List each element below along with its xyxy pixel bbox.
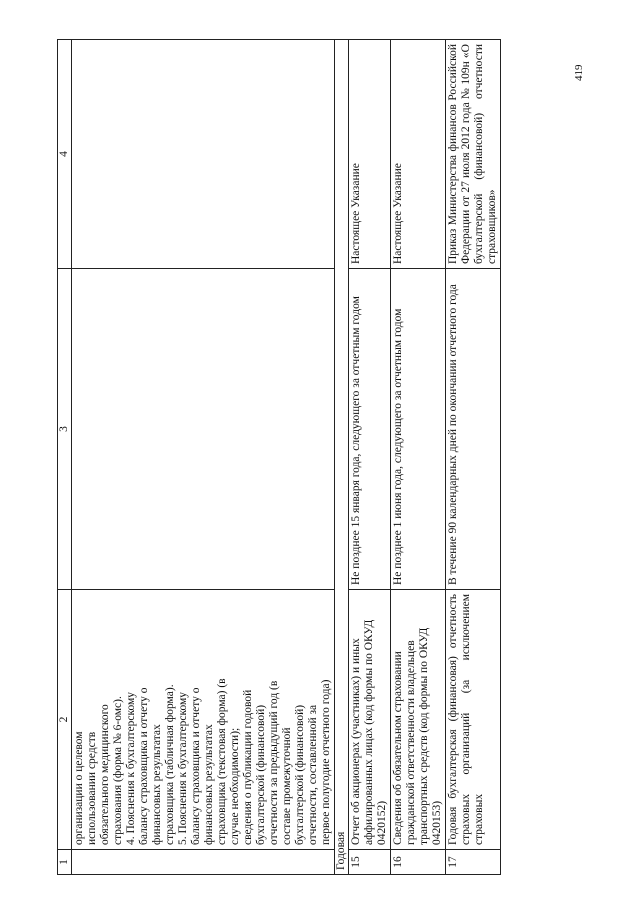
text-line: финансовых результатах <box>203 724 215 845</box>
text-line: обязательного медицинского <box>99 704 111 845</box>
report-name: Годовая бухгалтерская (финансовая) отчетность страховых организаций (за исключением страховых <box>446 590 501 850</box>
table-row <box>349 40 391 875</box>
text-line: страховщика (табличная форма). <box>164 684 176 845</box>
continuation-row <box>72 40 335 875</box>
table-row <box>446 40 501 875</box>
text-line: финансовых результатах <box>151 724 163 845</box>
deadline: Не позднее 1 июня года, следующего за отчетным годом <box>391 269 446 590</box>
row-number: 15 <box>349 850 391 875</box>
text-line: организации о целевом <box>73 731 85 845</box>
text-line: составе промежуточной <box>281 727 293 845</box>
report-table <box>57 39 501 875</box>
table-row <box>391 40 446 875</box>
text-line: случае необходимости); <box>229 727 241 845</box>
header-col-3: 3 <box>58 269 72 590</box>
basis: Настоящее Указание <box>391 40 446 269</box>
deadline: Не позднее 15 января года, следующего за отчетным годом <box>349 269 391 590</box>
section-row <box>335 40 349 875</box>
header-row <box>58 40 72 875</box>
rotated-table-container <box>57 44 565 875</box>
deadline: В течение 90 календарных дней по окончании отчетного года <box>446 269 501 590</box>
row-number: 17 <box>446 850 501 875</box>
text-line: бухгалтерской (финансовой) <box>255 704 267 845</box>
text-line: 5. Пояснения к бухгалтерскому <box>177 691 189 845</box>
text-line: страховщика (текстовая форма) (в <box>216 678 228 845</box>
report-name: Сведения об обязательном страховании гражданской ответственности владельцев транспортных средств (код формы по ОКУД 0420153) <box>391 590 446 850</box>
text-line: отчетности за предыдущий год (в <box>268 680 280 845</box>
section-label: Годовая <box>335 40 349 875</box>
text-line: использовании средств <box>86 731 98 845</box>
report-name: Отчет об акционерах (участниках) и иных аффилированных лицах (код формы по ОКУД 0420152) <box>349 590 391 850</box>
header-col-1: 1 <box>58 850 72 875</box>
basis: Приказ Министерства финансов Российской Федерации от 27 июля 2012 года № 109н «О бухгалтерской (финансовой) отчетности страховщиков» <box>446 40 501 269</box>
basis: Настоящее Указание <box>349 40 391 269</box>
page-number: 419 <box>573 64 585 82</box>
text-line: 4. Пояснения к бухгалтерскому <box>125 691 137 845</box>
row-number: 16 <box>391 850 446 875</box>
text-line: балансу страховщика и отчету о <box>138 687 150 845</box>
text-line: бухгалтерской (финансовой) <box>294 704 306 845</box>
header-col-2: 2 <box>58 590 72 850</box>
continuation-text <box>72 590 335 850</box>
text-line: балансу страховщика и отчету о <box>190 687 202 845</box>
header-col-4: 4 <box>58 40 72 269</box>
text-line: страхования (форма № 6-омс). <box>112 696 124 845</box>
text-line: сведения о публикации годовой <box>242 689 254 845</box>
text-line: отчетности, составленной за <box>307 704 319 845</box>
text-line: первое полугодие отчетного года) <box>320 679 332 845</box>
